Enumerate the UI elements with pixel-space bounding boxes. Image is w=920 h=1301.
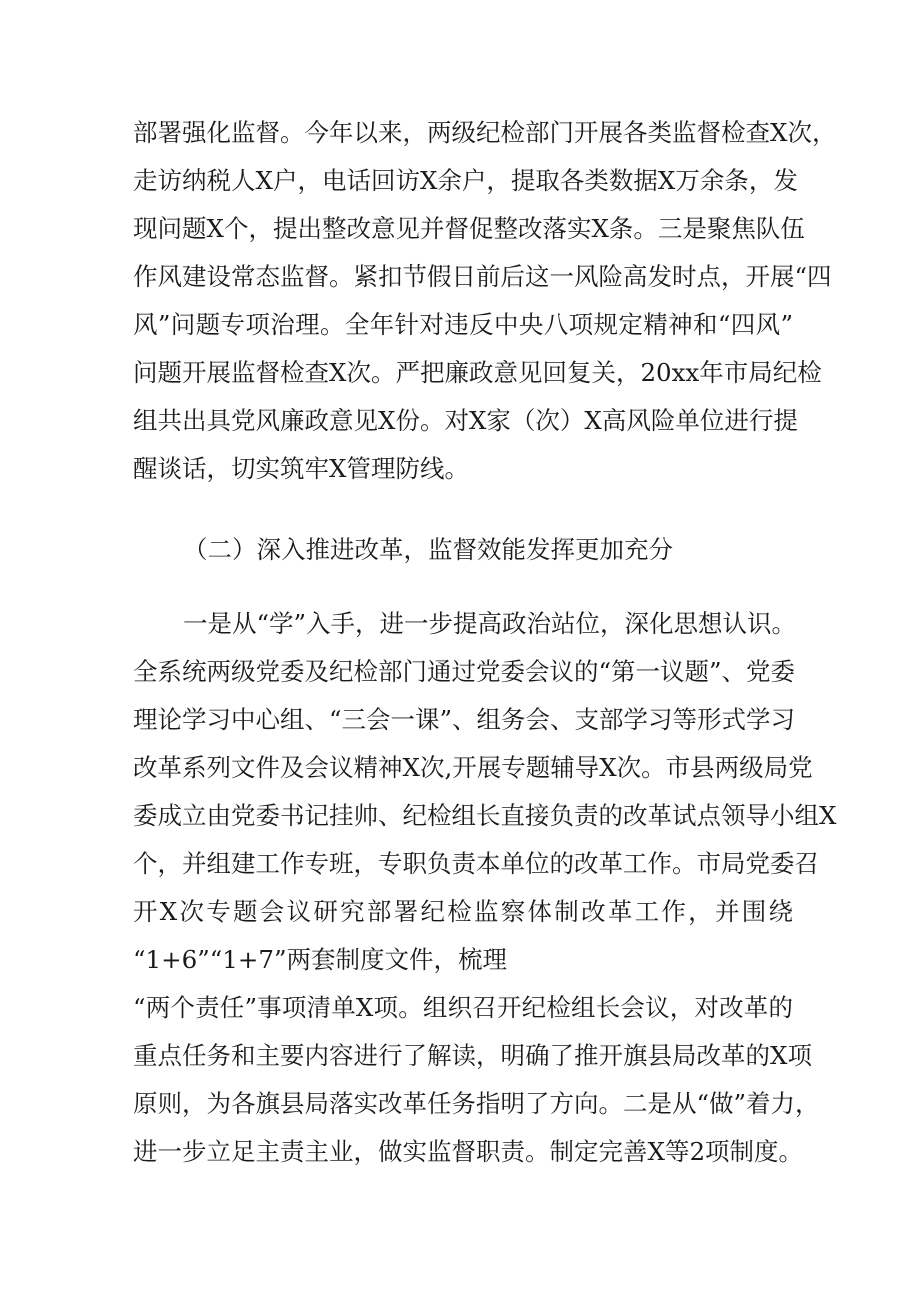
paragraph-line: “1+6”“1+7”两套制度文件，梳理: [133, 945, 508, 974]
paragraph-line: 改革系列文件及会议精神X次,开展专题辅导X次。市县两级局党: [133, 753, 813, 782]
paragraph-line: 走访纳税人X户，电话回访X余户，提取各类数据X万余条，发: [133, 166, 798, 195]
paragraph-line: 进一步立足主责主业，做实监督职责。制定完善X等2项制度。: [133, 1137, 804, 1166]
section-heading: （二）深入推进改革，监督效能发挥更加充分: [183, 535, 673, 564]
paragraph-line: 委成立由党委书记挂帅、纪检组长直接负责的改革试点领导小组X: [133, 801, 837, 830]
paragraph-line: 理论学习中心组、“三会一课”、组务会、支部学习等形式学习: [133, 705, 796, 734]
paragraph-line: 风”问题专项治理。全年针对违反中央八项规定精神和“四风”: [133, 310, 793, 339]
paragraph-line: 一是从“学”入手，进一步提高政治站位，深化思想认识。: [183, 609, 797, 638]
paragraph-line: 问题开展监督检查X次。严把廉政意见回复关，20xx年市局纪检: [133, 358, 822, 387]
paragraph-line: 全系统两级党委及纪检部门通过党委会议的“第一议题”、党委: [133, 657, 796, 686]
paragraph-line: 重点任务和主要内容进行了解读，明确了推开旗县局改革的X项: [133, 1041, 812, 1070]
paragraph-line: 个，并组建工作专班，专职负责本单位的改革工作。市局党委召: [133, 849, 819, 878]
paragraph-line: 组共出具党风廉政意见X份。对X家（次）X高风险单位进行提: [133, 406, 798, 435]
paragraph-line: 醒谈话，切实筑牢X管理防线。: [133, 454, 469, 483]
paragraph-line: 作风建设常态监督。紧扣节假日前后这一风险高发时点，开展“四: [133, 262, 832, 291]
paragraph-line: 原则，为各旗县局落实改革任务指明了方向。二是从“做”着力，: [133, 1089, 820, 1118]
paragraph-line: 开X次专题会议研究部署纪检监察体制改革工作，并围绕: [133, 897, 793, 926]
paragraph-line: “两个责任”事项清单X项。组织召开纪检组长会议，对改革的: [133, 993, 793, 1022]
paragraph-line: 部署强化监督。今年以来，两级纪检部门开展各类监督检查X次，: [133, 118, 837, 147]
paragraph-line: 现问题X个，提出整改意见并督促整改落实X条。三是聚焦队伍: [133, 214, 805, 243]
